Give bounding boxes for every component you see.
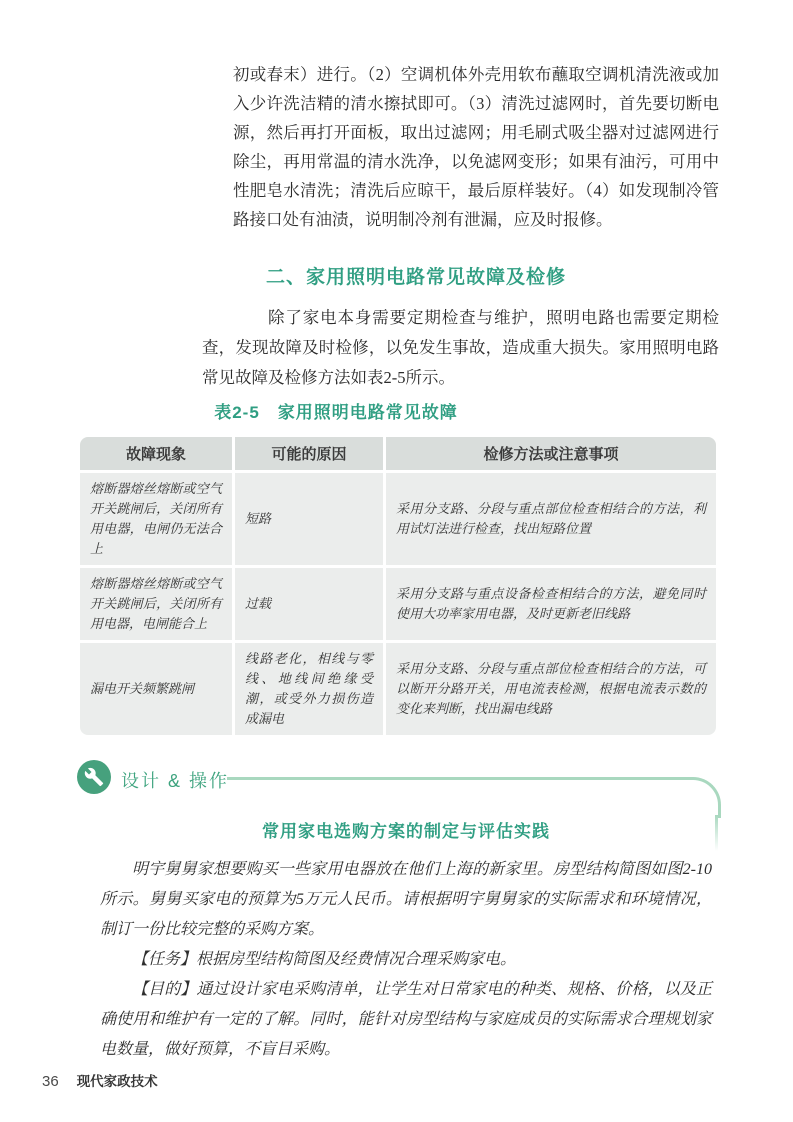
table-cell: 采用分支路、分段与重点部位检查相结合的方法，利用试灯法进行检查，找出短路位置 [386, 473, 716, 565]
activity-body [100, 855, 712, 1065]
table-cell: 熔断器熔丝熔断或空气开关跳闸后，关闭所有用电器，电闸仍无法合上 [80, 473, 232, 565]
table-cell: 短路 [235, 473, 383, 565]
table-header-cell: 可能的原因 [235, 437, 383, 470]
table-cell: 采用分支路、分段与重点部位检查相结合的方法，可以断开分路开关，用电流表检测，根据电流表示数的变化来判断，找出漏电线路 [386, 643, 716, 735]
table-header-cell: 故障现象 [80, 437, 232, 470]
body-paragraph-continued: 初或春末）进行。（2）空调机体外壳用软布蘸取空调机清洗液或加入少许洗洁精的清水擦拭即可。（3）清洗过滤网时，首先要切断电源，然后再打开面板，取出过滤网；用毛刷式吸尘器对过滤网进行除尘，再用常温的清水洗净，以免滤网变形；如果有油污，可用中性肥皂水清洗；清洗后应晾干，最后原样装好。（4）如发现制冷管路接口处有油渍，说明制冷剂有泄漏，应及时报修。 [233, 65, 719, 229]
activity-divider-line [227, 777, 721, 818]
section-heading: 二、家用照明电路常见故障及检修 [266, 267, 567, 288]
section-intro-paragraph: 除了家电本身需要定期检查与维护，照明电路也需要定期检查，发现故障及时检修，以免发生事故，造成重大损失。家用照明电路常见故障及检修方法如表2-5所示。 [202, 308, 719, 387]
activity-title: 常用家电选购方案的制定与评估实践 [262, 822, 550, 841]
page-number: 36 [42, 1073, 59, 1090]
activity-section-label: 设计 & 操作 [121, 771, 230, 791]
wrench-icon [77, 760, 111, 794]
page-footer [42, 1070, 158, 1090]
table-cell: 熔断器熔丝熔断或空气开关跳闸后，关闭所有用电器，电闸能合上 [80, 568, 232, 640]
table-header-cell: 检修方法或注意事项 [386, 437, 716, 470]
fault-table [80, 437, 716, 735]
activity-paragraph: 【任务】根据房型结构简图及经费情况合理采购家电。 [132, 951, 517, 968]
activity-paragraph: 【目的】通过设计家电采购清单，让学生对日常家电的种类、规格、价格，以及正确使用和维护有一定的了解。同时，能针对房型结构与家庭成员的实际需求合理规划家电数量，做好预算，不盲目采购。 [100, 981, 712, 1058]
activity-paragraph: 明宇舅舅家想要购买一些家用电器放在他们上海的新家里。房型结构简图如图2-10所示。舅舅买家电的预算为5万元人民币。请根据明宇舅舅家的实际需求和环境情况，制订一份比较完整的采购方案。 [100, 861, 712, 938]
table-cell: 漏电开关频繁跳闸 [80, 643, 232, 735]
table-cell: 线路老化，相线与零线、地线间绝缘受潮，或受外力损伤造成漏电 [235, 643, 383, 735]
table-caption: 表2-5 家用照明电路常见故障 [214, 403, 458, 422]
book-title: 现代家政技术 [76, 1074, 158, 1089]
table-cell: 过载 [235, 568, 383, 640]
table-cell: 采用分支路与重点设备检查相结合的方法，避免同时使用大功率家用电器，及时更新老旧线路 [386, 568, 716, 640]
activity-divider-line-fade [715, 815, 718, 851]
